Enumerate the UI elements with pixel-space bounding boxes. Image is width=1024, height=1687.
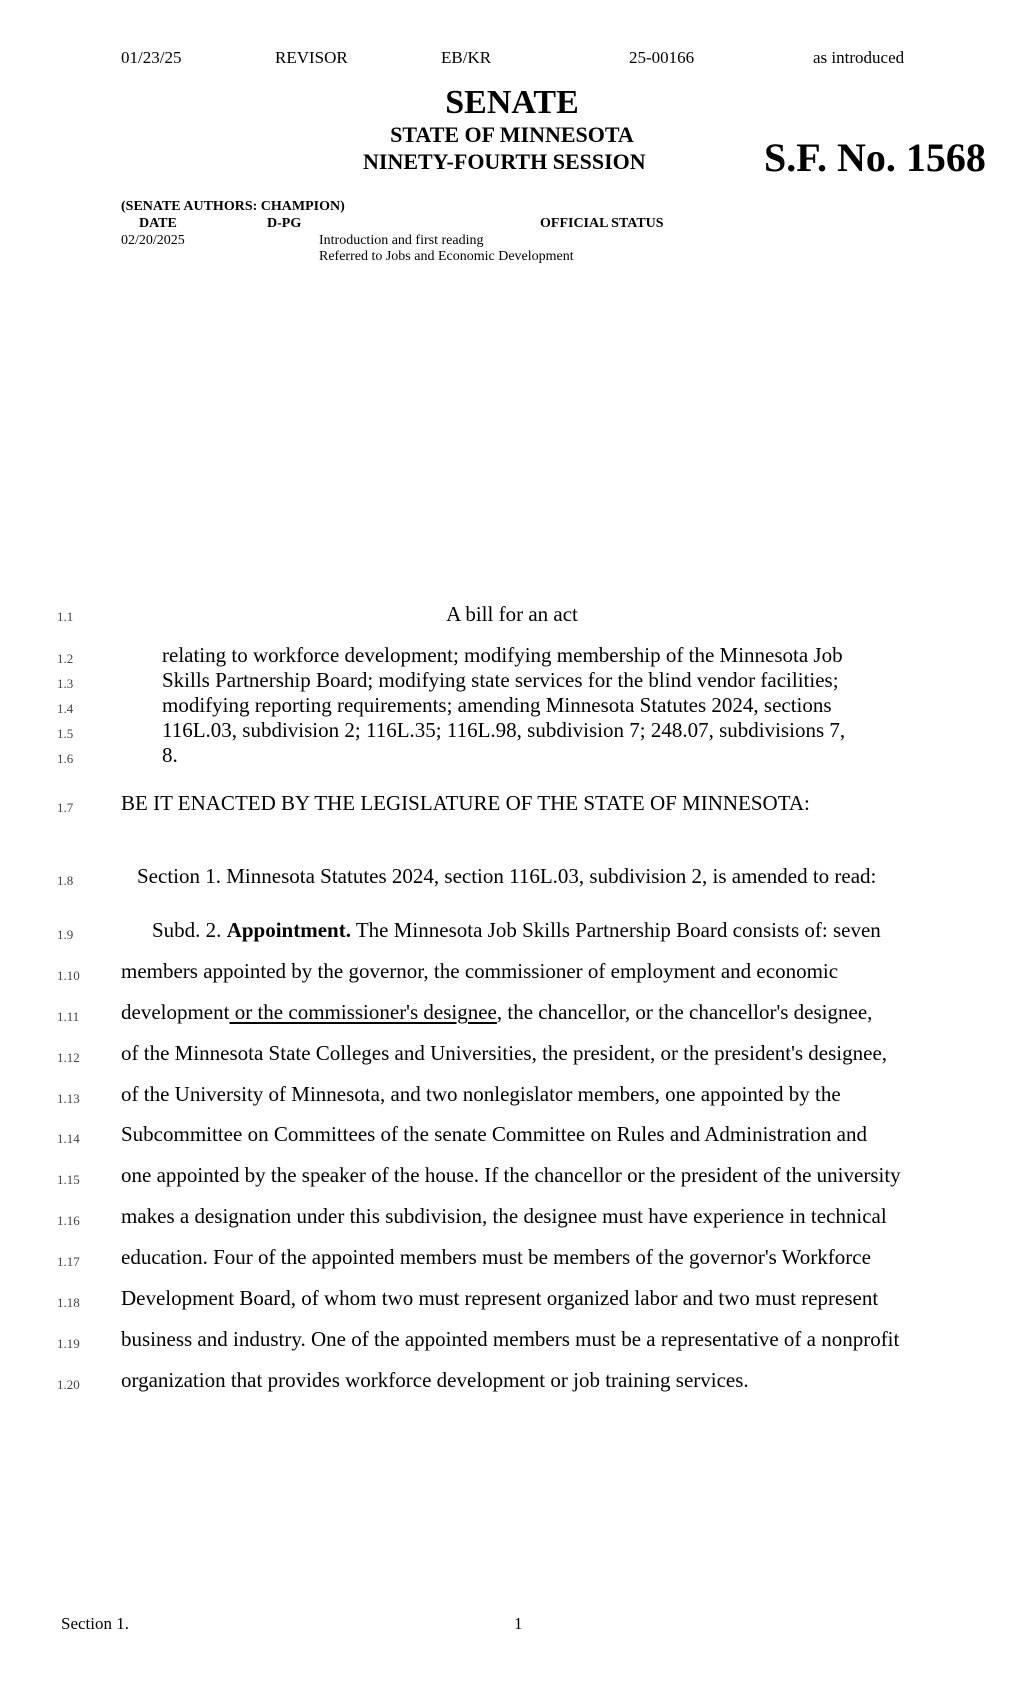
statute-text: , the chancellor, or the chancellor's designee, [496,1000,873,1024]
line-number: 1.10 [57,968,80,983]
bill-number: S.F. No. 1568 [764,135,986,180]
statute-line: of the University of Minnesota, and two nonlegislator members, one appointed by the [121,1082,841,1106]
line-number: 1.20 [57,1377,80,1392]
subd-heading: Appointment. [226,918,351,942]
statute-line: makes a designation under this subdivision, the designee must have experience in technical [121,1204,887,1228]
subdivision-line [152,918,881,943]
statute-line: Subcommittee on Committees of the senate Committee on Rules and Administration and [121,1122,867,1146]
bill-title: A bill for an act [446,602,578,626]
header-initials: EB/KR [441,48,492,67]
bill-description-line: 116L.03, subdivision 2; 116L.35; 116L.98, subdivision 7; 248.07, subdivisions 7, [162,718,846,742]
line-number: 1.6 [57,751,74,766]
statute-line: organization that provides workforce development or job training services. [121,1368,749,1392]
line-number: 1.7 [57,800,74,815]
bill-description-line: relating to workforce development; modifying membership of the Minnesota Job [162,643,843,667]
status-entry-2: Referred to Jobs and Economic Development [319,249,574,264]
status-entry-date: 02/20/2025 [121,233,185,248]
line-number: 1.17 [57,1254,80,1269]
header-status: as introduced [813,48,905,67]
line-number: 1.16 [57,1213,80,1228]
col-date-header: DATE [139,216,177,231]
enacting-clause: BE IT ENACTED BY THE LEGISLATURE OF THE STATE OF MINNESOTA: [121,791,810,815]
line-number: 1.4 [57,701,74,716]
statute-text: development [121,1000,230,1024]
section-heading: Section 1. Minnesota Statutes 2024, section 116L.03, subdivision 2, is amended to read: [137,864,877,888]
line-number: 1.13 [57,1091,80,1106]
header-doc-number: 25-00166 [629,48,695,67]
statute-line: members appointed by the governor, the commissioner of employment and economic [121,959,839,983]
line-number: 1.5 [57,726,74,741]
header-date: 01/23/25 [121,48,182,67]
line-number: 1.8 [57,873,74,888]
subd-prefix: Subd. 2. [152,918,227,942]
line-number: 1.3 [57,676,74,691]
senate-heading: SENATE [445,84,579,121]
line-number: 1.1 [57,609,74,624]
line-number: 1.11 [57,1009,80,1024]
bill-description-line: 8. [162,743,178,767]
senate-authors: (SENATE AUTHORS: CHAMPION) [121,199,345,214]
statute-line: Development Board, of whom two must represent organized labor and two must represent [121,1286,879,1310]
line-number: 1.2 [57,651,74,666]
footer-section: Section 1. [61,1614,129,1633]
statute-line: business and industry. One of the appointed members must be a representative of a nonprofit [121,1327,900,1351]
statute-line: of the Minnesota State Colleges and Universities, the president, or the president's designee, [121,1041,888,1065]
statute-line: one appointed by the speaker of the house. If the chancellor or the president of the university [121,1163,901,1187]
state-heading: STATE OF MINNESOTA [390,122,634,147]
line-number: 1.15 [57,1172,80,1187]
bill-description-line: Skills Partnership Board; modifying state services for the blind vendor facilities; [162,668,839,692]
statute-line [121,1000,872,1025]
statute-line: education. Four of the appointed members must be members of the governor's Workforce [121,1245,871,1269]
bill-description-line: modifying reporting requirements; amending Minnesota Statutes 2024, sections [162,693,832,717]
col-status-header: OFFICIAL STATUS [540,216,664,231]
line-number: 1.19 [57,1336,80,1351]
subd-text: The Minnesota Job Skills Partnership Board consists of: seven [350,918,881,942]
line-number: 1.18 [57,1295,80,1310]
line-number: 1.9 [57,927,74,942]
status-entry-1: Introduction and first reading [319,233,484,248]
line-number: 1.12 [57,1050,80,1065]
col-dpg-header: D-PG [267,216,302,231]
page-number: 1 [514,1614,523,1633]
line-number: 1.14 [57,1131,80,1146]
header-revisor: REVISOR [275,48,348,67]
inserted-text: or the commissioner's designee [229,1000,497,1024]
session-heading: NINETY-FOURTH SESSION [363,149,646,174]
